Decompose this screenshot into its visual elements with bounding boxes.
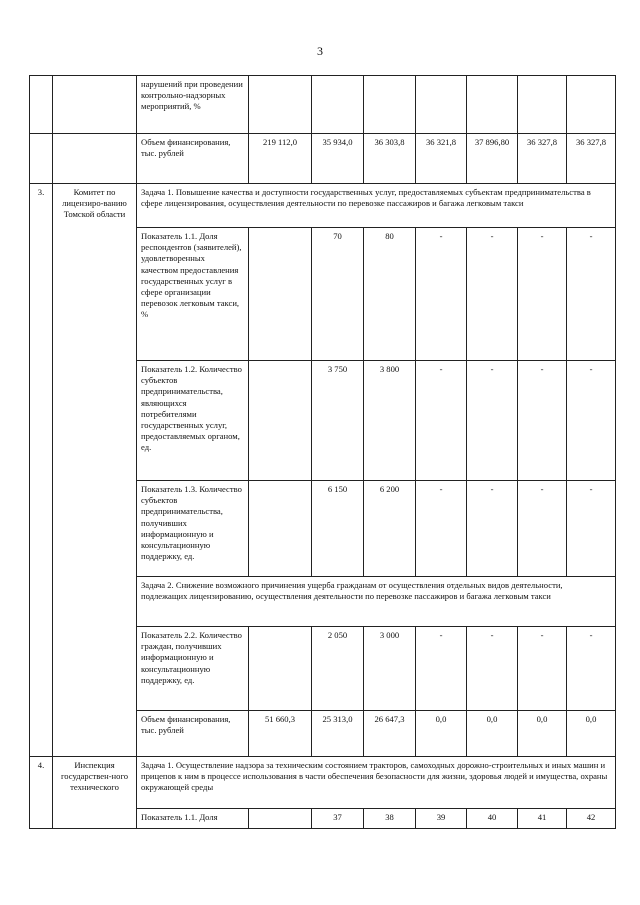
- task-description: Задача 1. Повышение качества и доступности государственных услуг, предоставляемых субъектам предпринимательства в сфере лицензирования, осуществления деятельности по перевозке пассажиров и багажа легковым такси: [137, 184, 616, 228]
- indicator-cell: Показатель 1.2. Количество субъектов предпринимательства, являющихся потребителями государственных услуг, предоставляемых органом, ед.: [137, 361, 249, 481]
- value-cell: 219 112,0: [249, 134, 312, 184]
- value-cell: -: [416, 228, 467, 361]
- value-cell: 36 327,8: [567, 134, 616, 184]
- value-cell: 26 647,3: [364, 711, 416, 757]
- section-number: 4.: [30, 757, 53, 829]
- value-cell: 38: [364, 809, 416, 829]
- value-cell: -: [567, 228, 616, 361]
- value-cell: 37 896,80: [467, 134, 518, 184]
- value-cell: -: [467, 228, 518, 361]
- value-cell: 0,0: [416, 711, 467, 757]
- value-cell: [249, 481, 312, 577]
- value-cell: -: [567, 627, 616, 711]
- value-cell: 6 150: [312, 481, 364, 577]
- value-cell: 25 313,0: [312, 711, 364, 757]
- value-cell: -: [416, 361, 467, 481]
- value-cell: 0,0: [467, 711, 518, 757]
- task-description: Задача 2. Снижение возможного причинения ущерба гражданам от осуществления отдельных видов деятельности, подлежащих лицензированию, осуществления деятельности по перевозке пассажиров и багажа легковым такси: [137, 577, 616, 627]
- value-cell: 80: [364, 228, 416, 361]
- value-cell: -: [416, 481, 467, 577]
- organization-name: Инспекция государствен-ного технического: [53, 757, 137, 829]
- task-description: Задача 1. Осуществление надзора за техническим состоянием тракторов, самоходных дорожно-строительных и иных машин и прицепов к ним в процессе использования в части обеспечения безопасности для жизни, здоровья людей и имущества, охраны окружающей среды: [137, 757, 616, 809]
- table-row: [30, 757, 616, 809]
- indicator-cell: Показатель 2.2. Количество граждан, получивших информационную и консультационную поддержку, ед.: [137, 627, 249, 711]
- indicator-cell: Показатель 1.1. Доля респондентов (заявителей), удовлетворенных качеством предоставления государственных услуг в сфере организации перевозок легковым такси, %: [137, 228, 249, 361]
- value-cell: -: [518, 481, 567, 577]
- value-cell: -: [467, 361, 518, 481]
- value-cell: [249, 809, 312, 829]
- value-cell: 3 800: [364, 361, 416, 481]
- indicator-cell: нарушений при проведении контрольно-надзорных мероприятий, %: [137, 76, 249, 134]
- value-cell: 6 200: [364, 481, 416, 577]
- value-cell: [249, 361, 312, 481]
- value-cell: 51 660,3: [249, 711, 312, 757]
- value-cell: -: [467, 481, 518, 577]
- value-cell: 3 000: [364, 627, 416, 711]
- section-number: 3.: [30, 184, 53, 757]
- value-cell: 35 934,0: [312, 134, 364, 184]
- value-cell: 39: [416, 809, 467, 829]
- organization-name: Комитет по лицензиро-ванию Томской области: [53, 184, 137, 757]
- indicator-cell: Показатель 1.1. Доля: [137, 809, 249, 829]
- value-cell: 41: [518, 809, 567, 829]
- value-cell: 70: [312, 228, 364, 361]
- table-row: [30, 134, 616, 184]
- value-cell: 37: [312, 809, 364, 829]
- value-cell: -: [416, 627, 467, 711]
- value-cell: -: [518, 361, 567, 481]
- value-cell: [249, 627, 312, 711]
- value-cell: -: [518, 228, 567, 361]
- indicator-cell: Объем финансирования, тыс. рублей: [137, 711, 249, 757]
- value-cell: [249, 228, 312, 361]
- value-cell: -: [518, 627, 567, 711]
- value-cell: 40: [467, 809, 518, 829]
- indicator-cell: Объем финансирования, тыс. рублей: [137, 134, 249, 184]
- program-indicators-table: [29, 75, 616, 829]
- value-cell: 36 327,8: [518, 134, 567, 184]
- value-cell: -: [567, 361, 616, 481]
- value-cell: 2 050: [312, 627, 364, 711]
- value-cell: 36 303,8: [364, 134, 416, 184]
- value-cell: 0,0: [518, 711, 567, 757]
- value-cell: 0,0: [567, 711, 616, 757]
- value-cell: -: [467, 627, 518, 711]
- value-cell: 3 750: [312, 361, 364, 481]
- page-number: 3: [317, 44, 323, 58]
- value-cell: -: [567, 481, 616, 577]
- table-row: [30, 76, 616, 134]
- indicator-cell: Показатель 1.3. Количество субъектов предпринимательства, получивших информационную и консультационную поддержку, ед.: [137, 481, 249, 577]
- value-cell: 36 321,8: [416, 134, 467, 184]
- table-row: [30, 184, 616, 228]
- value-cell: 42: [567, 809, 616, 829]
